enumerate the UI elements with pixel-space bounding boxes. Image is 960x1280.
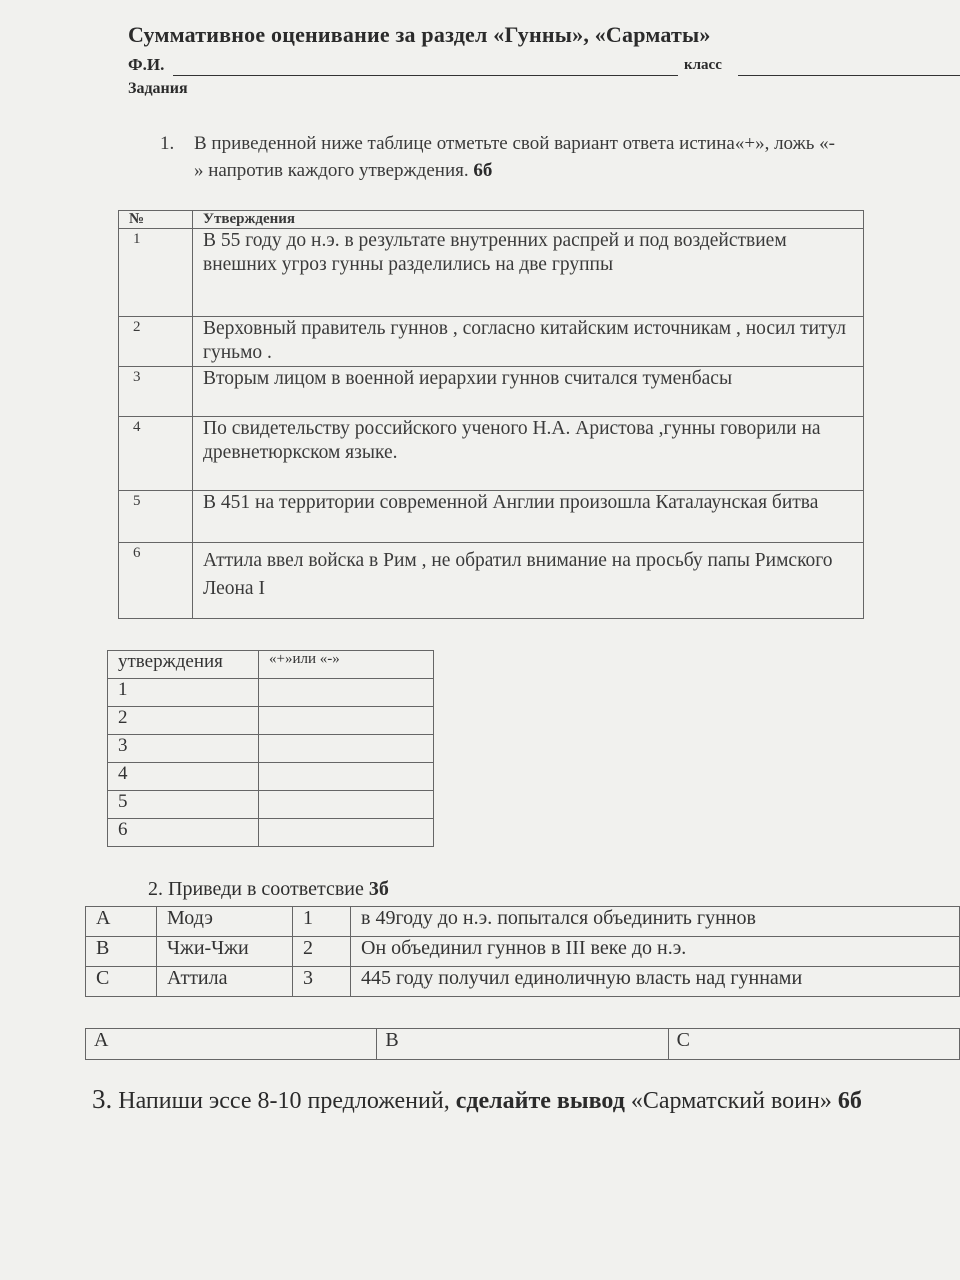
table-row <box>119 367 864 417</box>
statement-text: Вторым лицом в военной иерархии гуннов считался туменбасы <box>193 367 864 417</box>
table-row <box>108 679 434 707</box>
name-class-row <box>128 55 838 75</box>
num-header: № <box>119 211 193 229</box>
match-letter: B <box>86 937 157 967</box>
table-row <box>108 763 434 791</box>
match-name: Чжи-Чжи <box>157 937 293 967</box>
table-row <box>86 1029 960 1060</box>
table-row <box>119 491 864 543</box>
answer-cell[interactable] <box>259 707 434 735</box>
class-blank-line <box>738 75 960 76</box>
task3-number: 3. <box>92 1084 113 1114</box>
match-description: Он объединил гуннов в III веке до н.э. <box>351 937 960 967</box>
task1-text: В приведенной ниже таблице отметьте свой вариант ответа истина«+», ложь «- » напротив каждого утверждения. <box>194 133 835 181</box>
task3-points: 6б <box>837 1088 862 1114</box>
match-description: в 49году до н.э. попытался объединить гуннов <box>351 907 960 937</box>
statement-header: Утверждения <box>193 211 864 229</box>
table-row <box>119 543 864 619</box>
match-table <box>85 906 960 997</box>
task1-points: 6б <box>473 160 493 181</box>
table-row <box>86 937 960 967</box>
table-row <box>86 907 960 937</box>
task3-bold-text: сделайте вывод <box>455 1088 625 1114</box>
task2-number: 2. <box>148 878 163 900</box>
answer-statement-header: утверждения <box>108 651 259 679</box>
tasks-label: Задания <box>128 80 188 97</box>
answer-cell[interactable] <box>259 819 434 847</box>
match-number: 2 <box>293 937 351 967</box>
fio-blank-line <box>173 75 678 76</box>
row-number: 1 <box>119 229 193 317</box>
row-number: 5 <box>119 491 193 543</box>
table-row <box>119 417 864 491</box>
match-number: 3 <box>293 967 351 997</box>
row-number: 6 <box>119 543 193 619</box>
table-row <box>108 735 434 763</box>
match-answer-table <box>85 1028 960 1060</box>
page-title: Суммативное оценивание за раздел «Гунны», «Сарматы» <box>128 22 711 47</box>
statement-text: Аттила ввел войска в Рим , не обратил внимание на просьбу папы Римского Леона I <box>193 543 864 619</box>
task2-points: 3б <box>368 878 389 900</box>
task2-text: Приведи в соответсвие <box>168 878 364 900</box>
task2-instruction <box>148 878 389 901</box>
match-letter: A <box>86 907 157 937</box>
statement-text: В 451 на территории современной Англии произошла Каталаунская битва <box>193 491 864 543</box>
match-description: 445 году получил единоличную власть над гуннами <box>351 967 960 997</box>
statement-text: В 55 году до н.э. в результате внутренних распрей и под воздействием внешних угроз гунны разделились на две группы <box>193 229 864 317</box>
answer-header-row <box>108 651 434 679</box>
statements-table <box>118 210 864 619</box>
match-answer-cell-c[interactable]: C <box>668 1029 959 1060</box>
answer-table <box>107 650 434 847</box>
answer-row-number: 3 <box>108 735 259 763</box>
row-number: 2 <box>119 317 193 367</box>
answer-cell[interactable] <box>259 679 434 707</box>
match-answer-cell-a[interactable]: A <box>86 1029 377 1060</box>
answer-value-header: «+»или «-» <box>259 651 434 679</box>
answer-row-number: 1 <box>108 679 259 707</box>
answer-cell[interactable] <box>259 763 434 791</box>
answer-row-number: 6 <box>108 819 259 847</box>
match-letter: C <box>86 967 157 997</box>
match-name: Аттила <box>157 967 293 997</box>
task3-topic: «Сарматский воин» <box>630 1088 832 1114</box>
match-answer-cell-b[interactable]: B <box>377 1029 668 1060</box>
task3-text: Напиши эссе 8-10 предложений, <box>118 1088 450 1114</box>
statement-text: Верховный правитель гуннов , согласно китайским источникам , носил титул гуньмо . <box>193 317 864 367</box>
answer-row-number: 2 <box>108 707 259 735</box>
class-label: класс <box>684 57 722 73</box>
table-row <box>108 707 434 735</box>
answer-row-number: 5 <box>108 791 259 819</box>
match-number: 1 <box>293 907 351 937</box>
match-name: Модэ <box>157 907 293 937</box>
row-number: 3 <box>119 367 193 417</box>
statements-header-row <box>119 211 864 229</box>
row-number: 4 <box>119 417 193 491</box>
answer-cell[interactable] <box>259 791 434 819</box>
task1-number: 1. <box>160 133 175 154</box>
table-row <box>108 791 434 819</box>
table-row <box>119 317 864 367</box>
statement-text: По свидетельству российского ученого Н.А. Аристова ,гунны говорили на древнетюркском языке. <box>193 417 864 491</box>
answer-row-number: 4 <box>108 763 259 791</box>
table-row <box>119 229 864 317</box>
fio-label: Ф.И. <box>128 55 165 74</box>
task1-instruction <box>160 130 840 184</box>
answer-cell[interactable] <box>259 735 434 763</box>
table-row <box>86 967 960 997</box>
task3-instruction <box>92 1082 952 1118</box>
table-row <box>108 819 434 847</box>
